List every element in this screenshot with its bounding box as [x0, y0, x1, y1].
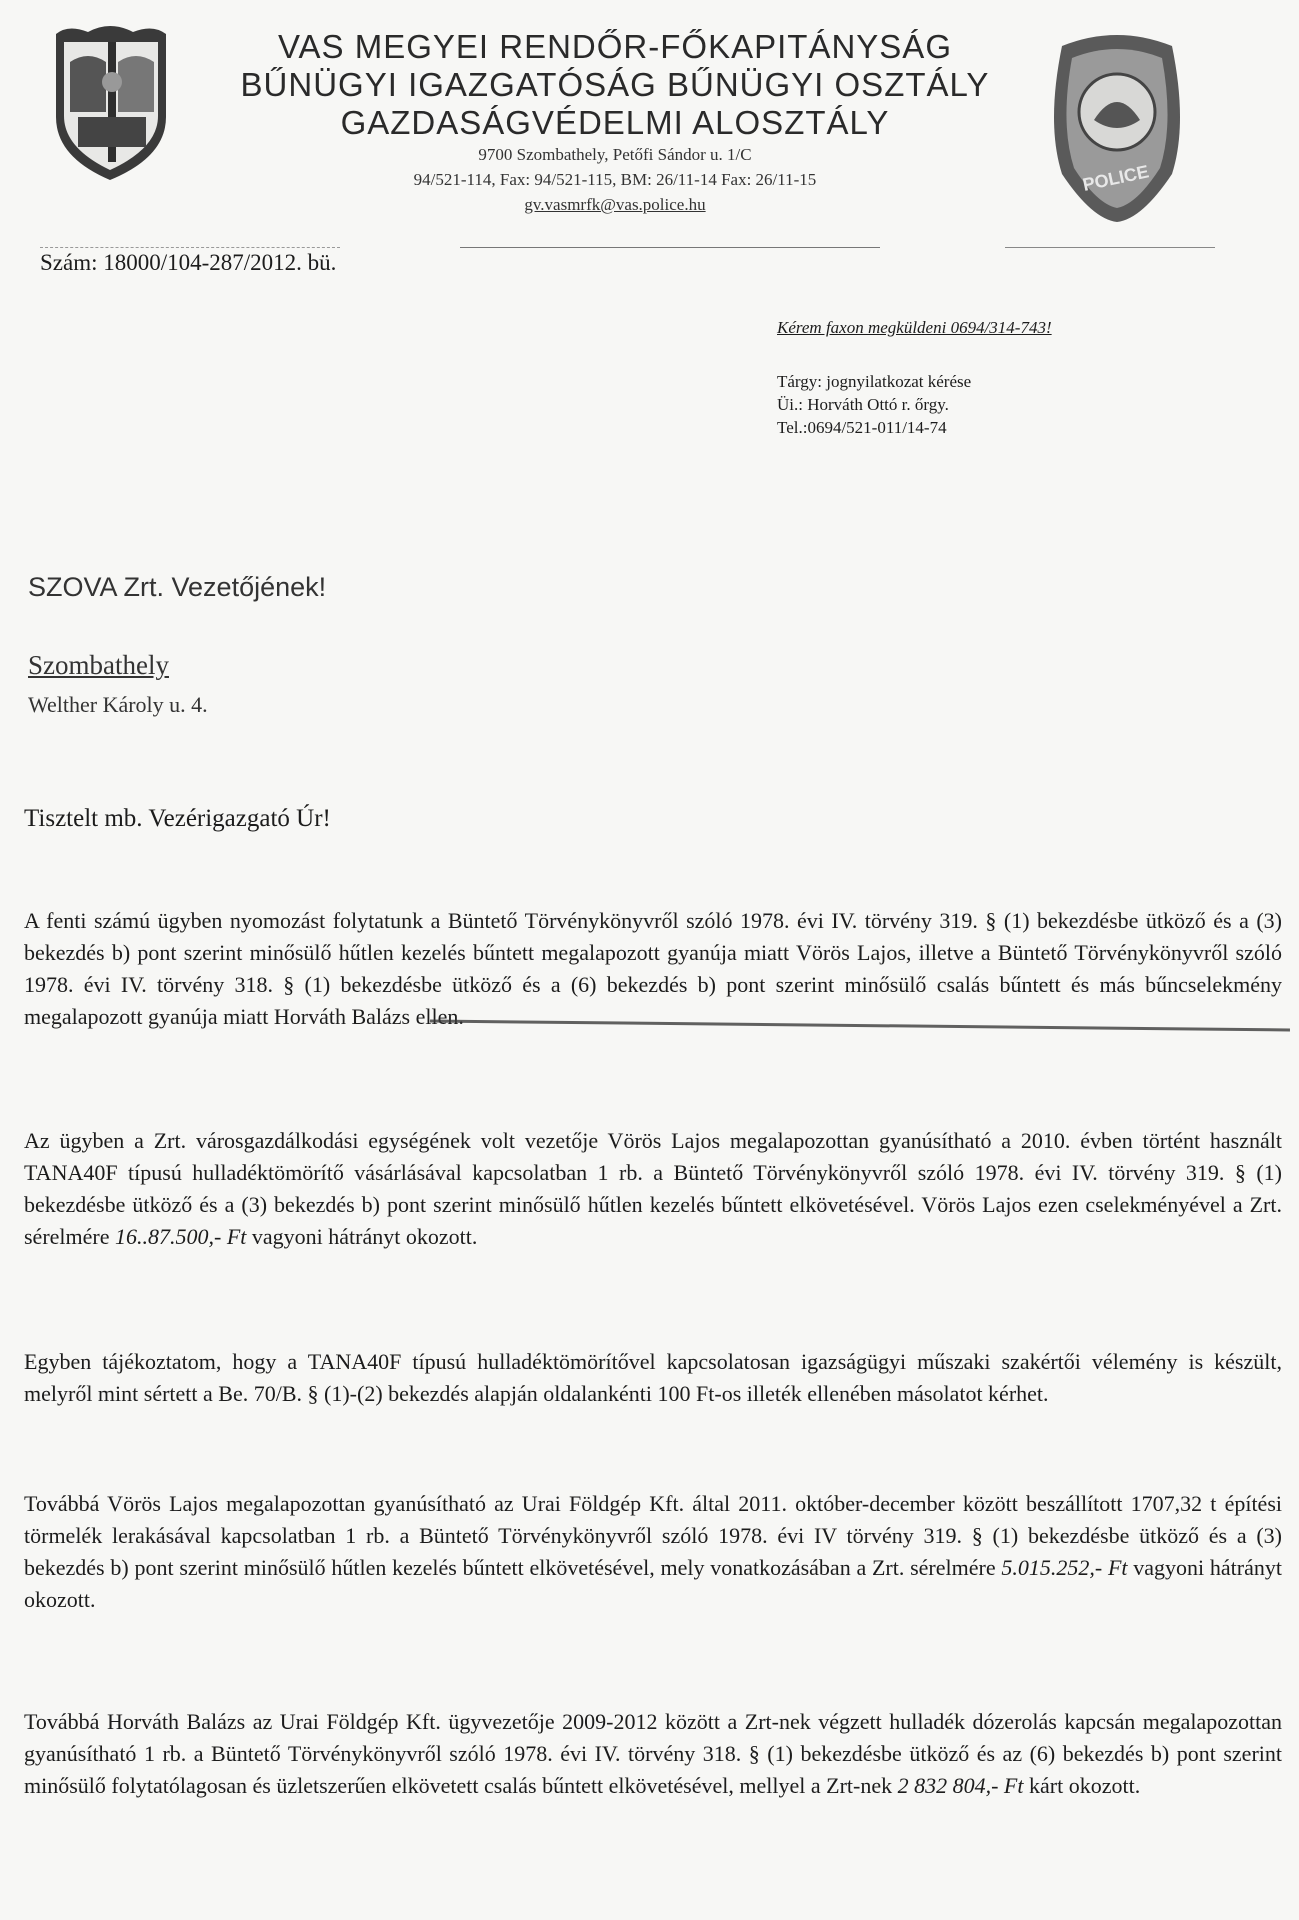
letterhead-address: 9700 Szombathely, Petőfi Sándor u. 1/C — [478, 145, 752, 164]
letterhead-line-2: BŰNÜGYI IGAZGATÓSÁG BŰNÜGYI OSZTÁLY — [240, 66, 990, 103]
body-paragraph-2 — [24, 1125, 1282, 1253]
header-divider-left — [40, 247, 340, 248]
case-officer-line: Üi.: Horváth Ottó r. őrgy. — [777, 395, 949, 414]
salutation: Tisztelt mb. Vezérigazgató Úr! — [24, 805, 331, 832]
letterhead-email: gv.vasmrfk@vas.police.hu — [524, 195, 706, 214]
damage-amount-2: 5.015.252,- Ft — [1001, 1555, 1128, 1580]
paragraph-4-end: vagyoni hátrányt okozott. — [24, 1555, 1282, 1612]
damage-amount-1: 16..87.500,- Ft — [115, 1224, 247, 1249]
header-divider-right — [1005, 247, 1215, 248]
reference-number: Szám: 18000/104-287/2012. bü. — [40, 250, 337, 275]
subject-line: Tárgy: jognyilatkozat kérése — [777, 372, 972, 391]
fax-request-note: Kérem faxon megküldeni 0694/314-743! — [777, 318, 1052, 337]
body-paragraph-4 — [24, 1488, 1282, 1616]
recipient-street: Welther Károly u. 4. — [28, 692, 208, 717]
header-divider-center — [460, 247, 880, 248]
police-badge-text: POLICE — [1080, 161, 1151, 195]
paragraph-2-end: vagyoni hátrányt okozott. — [246, 1224, 478, 1249]
body-paragraph-3: Egyben tájékoztatom, hogy a TANA40F típusú hulladéktömörítővel kapcsolatosan igazságügyi műszaki szakértői vélemény is készült, melyről mint sértett a Be. 70/B. § (1)-(2) bekezdés alapján oldalankénti 100 Ft-os illeték ellenében másolatot kérhet. — [24, 1349, 1282, 1406]
paragraph-5-end: kárt okozott. — [1023, 1773, 1141, 1798]
letterhead-phones: 94/521-114, Fax: 94/521-115, BM: 26/11-14 Fax: 26/11-15 — [413, 170, 817, 189]
recipient-city: Szombathely — [28, 650, 169, 680]
paragraph-4-text: Továbbá Vörös Lajos megalapozottan gyanúsítható az Urai Földgép Kft. által 2011. október-december között beszállított 1707,32 t építési törmelék lerakásával kapcsolatban 1 rb. a Büntető Törvénykönyvről szóló 1978. évi IV törvény 319. § (1) bekezdésbe ütköző és a (3) bekezdés b) pont szerint minősülő hűtlen kezelés bűntett elkövetésével, mely vonatkozásában a Zrt. sérelmére — [24, 1491, 1282, 1580]
body-paragraph-5 — [24, 1706, 1282, 1802]
letterhead — [200, 28, 1030, 217]
body-paragraph-1: A fenti számú ügyben nyomozást folytatunk a Büntető Törvénykönyvről szóló 1978. évi IV. törvény 319. § (1) bekezdésbe ütköző és a (3) bekezdés b) pont szerint minősülő hűtlen kezelés bűntett megalapozott gyanúja miatt Vörös Lajos, illetve a Büntető Törvénykönyvről szóló 1978. évi IV. törvény 318. § (1) bekezdésbe ütköző és a (6) bekezdés b) pont szerint minősülő csalás bűntett és más bűncselekmény megalapozott gyanúja miatt Horváth Balázs ellen. — [24, 908, 1282, 1029]
letterhead-line-3: GAZDASÁGVÉDELMI ALOSZTÁLY — [340, 104, 890, 141]
subject-block — [777, 370, 971, 439]
paragraph-5-text: Továbbá Horváth Balázs az Urai Földgép Kft. ügyvezetője 2009-2012 között a Zrt-nek végzett hulladék dózerolás kapcsán megalapozottan gyanúsítható 1 rb. a Büntető Törvénykönyvről szóló 1978. évi IV. törvény 318. § (1) bekezdésbe ütköző és az (6) bekezdés b) pont szerint minősülő folytatólagosan és üzletszerűen elkövetett csalás bűntett elkövetésével, mellyel a Zrt-nek — [24, 1709, 1282, 1798]
telephone-line: Tel.:0694/521-011/14-74 — [777, 418, 947, 437]
police-badge-logo — [1042, 24, 1192, 224]
letterhead-line-1: VAS MEGYEI RENDŐR-FŐKAPITÁNYSÁG — [277, 28, 952, 65]
coat-of-arms-emblem — [48, 22, 173, 182]
damage-amount-3: 2 832 804,- Ft — [897, 1773, 1024, 1798]
recipient-addressee: SZOVA Zrt. Vezetőjének! — [28, 572, 327, 602]
paragraph-2-text: Az ügyben a Zrt. városgazdálkodási egységének volt vezetője Vörös Lajos megalapozottan gyanúsítható a 2010. évben történt használt TANA40F típusú hulladéktömörítő vásárlásával kapcsolatban 1 rb. a Büntető Törvénykönyvről szóló 1978. évi IV. törvény 319. § (1) bekezdésbe ütköző és a (3) bekezdés b) pont szerint minősülő hűtlen kezelés bűntett elkövetésével. Vörös Lajos ezen cselekményével a Zrt. sérelmére — [24, 1128, 1282, 1249]
